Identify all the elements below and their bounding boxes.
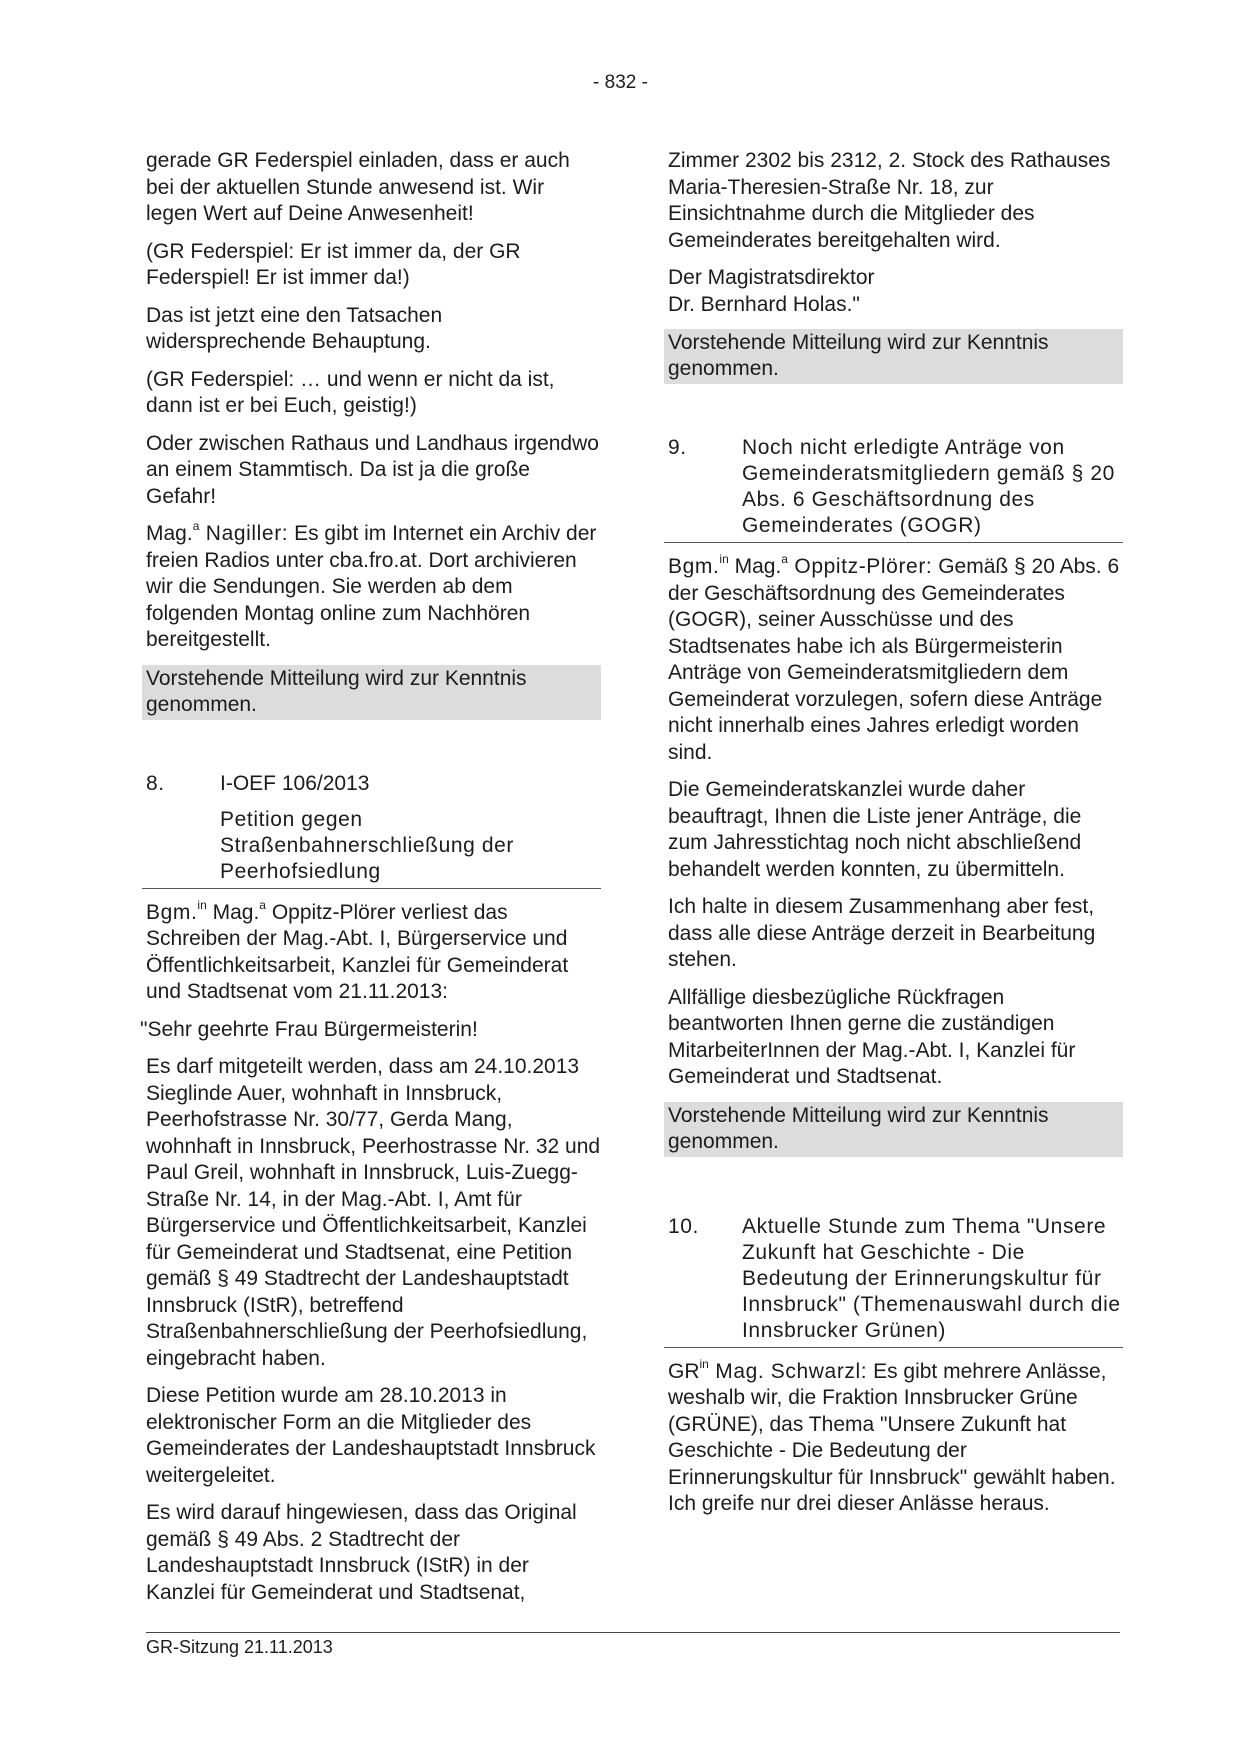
agenda-code: I-OEF 106/2013	[220, 771, 370, 795]
paragraph: Es wird darauf hingewiesen, dass das Original gemäß § 49 Abs. 2 Stadtrecht der Landeshauptstadt Innsbruck (IStR) in der Kanzlei für Gemeinderat und Stadtsenat,	[146, 1501, 577, 1604]
paragraph: Diese Petition wurde am 28.10.2013 in elektronischer Form an die Mitglieder des Gemeinderates der Landeshauptstadt Innsbruck weitergeleitet.	[146, 1384, 596, 1487]
agenda-number: 9.	[668, 436, 687, 459]
superscript: a	[192, 519, 200, 533]
notice-box: Vorstehende Mitteilung wird zur Kenntnis genommen.	[664, 1102, 1123, 1157]
paragraph: Allfällige diesbezügliche Rückfragen beantworten Ihnen gerne die zuständigen MitarbeiterInnen der Mag.-Abt. I, Kanzlei für Gemeinderat und Stadtsenat.	[668, 985, 1076, 1088]
agenda-item-10	[664, 1214, 1123, 1348]
agenda-number: 10.	[668, 1214, 699, 1238]
page-number: - 832 -	[593, 72, 648, 93]
superscript: in	[197, 897, 207, 912]
superscript: a	[781, 552, 788, 566]
signature-line: Der Magistratsdirektor	[668, 266, 875, 289]
superscript: a	[259, 897, 266, 912]
speaker-title: Bgm.	[146, 900, 198, 924]
paragraph: gerade GR Federspiel einladen, dass er auch bei der aktuellen Stunde anwesend ist. Wir legen Wert auf Deine Anwesenheit!	[146, 149, 570, 225]
paragraph: Oder zwischen Rathaus und Landhaus irgendwo an einem Stammtisch. Da ist ja die große Gefahr!	[146, 431, 599, 508]
speech-text: Oppitz-Plörer verliest das Schreiben der Mag.-Abt. I, Bürgerservice und Öffentlichkeitsarbeit, Kanzlei für Gemeinderat und Stadtsenat vom 21.11.2013:	[146, 900, 569, 1003]
signature-block	[668, 265, 1123, 318]
agenda-item-9	[664, 435, 1123, 543]
speaker-title: Mag.	[146, 522, 193, 545]
speaker-name: Nagiller:	[199, 522, 289, 545]
agenda-title: Petition gegen Straßenbahnerschließung der Peerhofsiedlung	[220, 807, 515, 883]
speaker-name: Oppitz-Plörer:	[787, 555, 933, 578]
paragraph: Es darf mitgeteilt werden, dass am 24.10.2013 Sieglinde Auer, wohnhaft in Innsbruck, Peerhofstrasse Nr. 30/77, Gerda Mang, wohnhaft in Innsbruck, Peerhostrasse Nr. 32 und Paul Greil, wohnhaft in Innsbruck, Luis-Zuegg-Straße Nr. 14, in der Mag.-Abt. I, Amt für Bürgerservice und Öffentlichkeitsarbeit, Kanzlei für Gemeinderat und Stadtsenat, eine Petition gemäß § 49 Stadtrecht der Landeshauptstadt Innsbruck (IStR), betreffend Straßenbahnerschließung der Peerhofsiedlung, eingebracht haben.	[146, 1055, 601, 1370]
speaker-paragraph	[146, 897, 601, 1006]
agenda-title: Noch nicht erledigte Anträge von Gemeinderatsmitgliedern gemäß § 20 Abs. 6 Geschäftsordnung des Gemeinderates (GOGR)	[742, 436, 1115, 537]
superscript: in	[699, 1356, 709, 1371]
paragraph: Zimmer 2302 bis 2312, 2. Stock des Rathauses Maria-Theresien-Straße Nr. 18, zur Einsichtnahme durch die Mitglieder des Gemeinderates bereitgehalten wird.	[668, 149, 1111, 252]
agenda-number: 8.	[146, 771, 165, 795]
speech-text: Gemäß § 20 Abs. 6 der Geschäftsordnung des Gemeinderates (GOGR), seiner Ausschüsse und des Stadtsenates habe ich als Bürgermeisterin Anträge von Gemeinderatsmitgliedern dem Gemeinderat vorzulegen, sofern diese Anträge nicht innerhalb eines Jahres erledigt worden sind.	[668, 555, 1120, 764]
notice-box: Vorstehende Mitteilung wird zur Kenntnis genommen.	[142, 665, 601, 720]
speaker-title: Mag.	[206, 900, 260, 924]
footer-text: GR-Sitzung 21.11.2013	[146, 1637, 333, 1657]
speaker-paragraph	[146, 521, 601, 654]
speech-text: Es gibt im Internet ein Archiv der freien Radios unter cba.fro.at. Dort archivieren wir die Sendungen. Sie werden ab dem folgenden Montag online zum Nachhören bereitgestellt.	[146, 522, 597, 651]
speaker-title: GR	[668, 1359, 700, 1383]
speaker-paragraph	[668, 1356, 1123, 1518]
paragraph: Ich halte in diesem Zusammenhang aber fest, dass alle diese Anträge derzeit in Bearbeitung stehen.	[668, 895, 1096, 971]
signature-line: Dr. Bernhard Holas."	[668, 292, 860, 316]
speech-text: Es gibt mehrere Anlässe, weshalb wir, die Fraktion Innsbrucker Grüne (GRÜNE), das Thema "Unsere Zukunft hat Geschichte - Die Bedeutung der Erinnerungskultur für Innsbruck" gewählt haben. Ich greife nur drei dieser Anlässe heraus.	[668, 1359, 1116, 1515]
speaker-title: Mag.	[728, 555, 782, 578]
left-column	[140, 148, 601, 1617]
speaker-paragraph	[668, 554, 1123, 766]
letter-salutation: "Sehr geehrte Frau Bürgermeisterin!	[140, 1017, 478, 1041]
speaker-title: Bgm.	[668, 555, 720, 578]
agenda-item-8	[142, 771, 601, 889]
footer-divider	[146, 1632, 1120, 1633]
agenda-title: Aktuelle Stunde zum Thema "Unsere Zukunft hat Geschichte - Die Bedeutung der Erinnerungskultur für Innsbruck" (Themenauswahl durch die Innsbrucker Grünen)	[742, 1214, 1121, 1342]
speaker-name: Mag. Schwarzl:	[708, 1359, 868, 1383]
right-column	[668, 148, 1123, 1529]
interjection: (GR Federspiel: … und wenn er nicht da ist, dann ist er bei Euch, geistig!)	[146, 367, 555, 417]
interjection: (GR Federspiel: Er ist immer da, der GR Federspiel! Er ist immer da!)	[146, 239, 521, 289]
paragraph: Das ist jetzt eine den Tatsachen widersprechende Behauptung.	[146, 303, 443, 353]
superscript: in	[719, 552, 729, 566]
paragraph: Die Gemeinderatskanzlei wurde daher beauftragt, Ihnen die Liste jener Anträge, die zum Jahresstichtag noch nicht abschließend behandelt werden konnten, zu übermitteln.	[668, 778, 1082, 881]
notice-box: Vorstehende Mitteilung wird zur Kenntnis genommen.	[664, 329, 1123, 384]
